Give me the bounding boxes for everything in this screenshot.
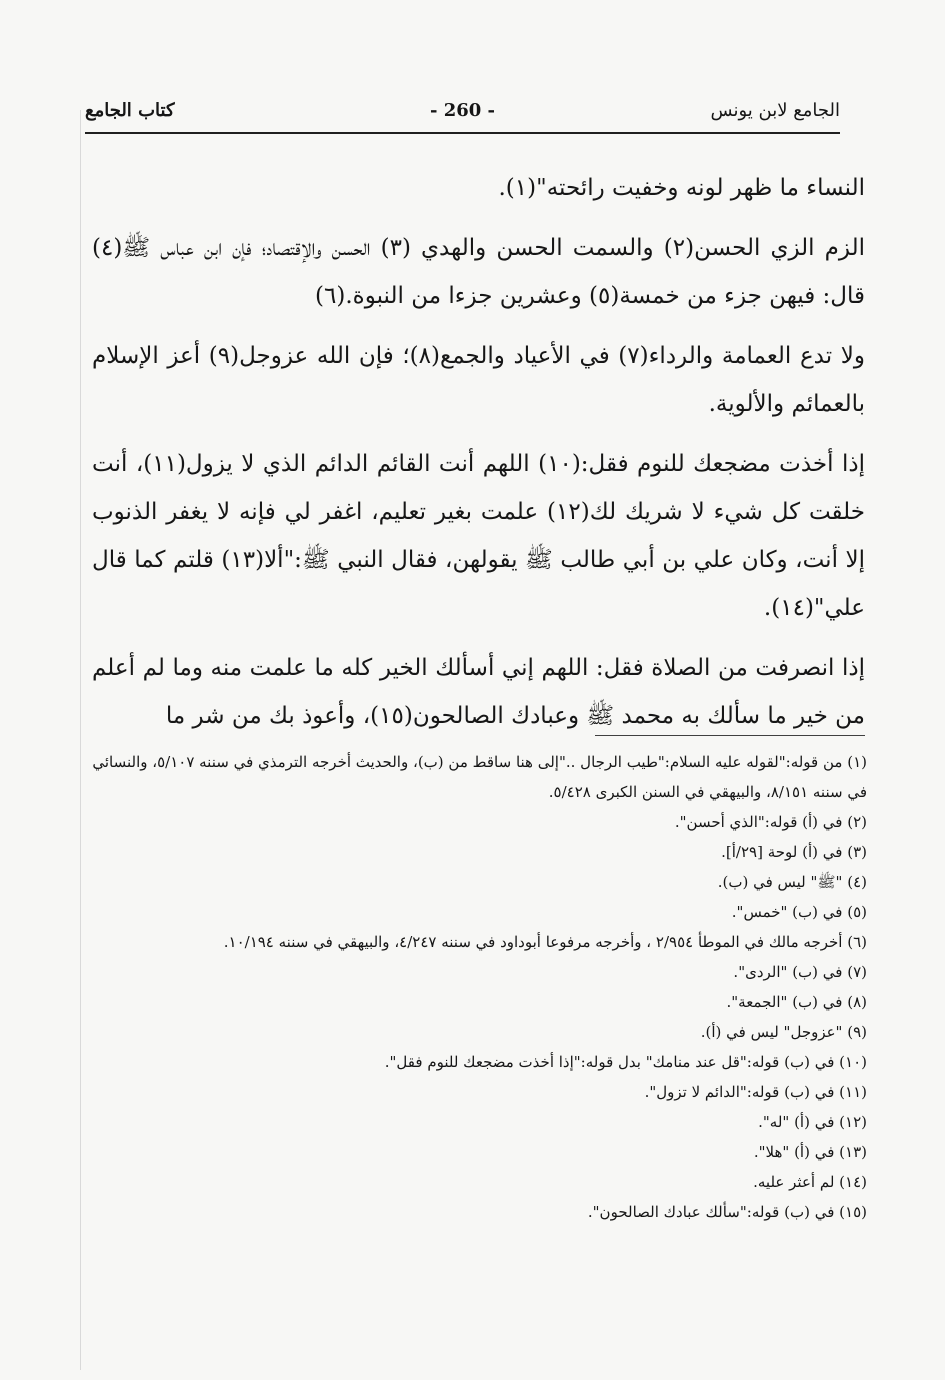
footnote: (٨) في (ب) "الجمعة". [726,993,867,1011]
footnote: (٦) أخرجه مالك في الموطأ ٢/٩٥٤ ، وأخرجه مرفوعا أبوداود في سننه ٤/٢٤٧، والبيهقي في سننه ١٠/١٩٤. [223,933,867,951]
footnote: (١٠) في (ب) قوله:"قل عند منامك" بدل قوله:"إذا أخذت مضجعك للنوم فقل". [384,1053,867,1071]
page-margin-line [80,110,81,1370]
header-divider [85,132,840,134]
paragraph: إذا أخذت مضجعك للنوم فقل:(١٠) اللهم أنت القائم الدائم الذي لا يزول(١١)، أنت خلقت كل شيء لا شريك لك(١٢) علمت بغير تعليم، اغفر لي فإنه لا يغفر الذنوب إلا أنت، وكان علي بن أبي طالب ﷺ يقولهن، فقال النبي ﷺ:"ألا(١٣) قلتم كما قال علي"(١٤). [92,451,866,621]
header-chapter-title: كتاب الجامع [85,100,175,121]
footnote: (١٥) في (ب) قوله:"سألك عبادك الصالحون". [587,1203,867,1221]
footnote: (١) من قوله:"لقوله عليه السلام:"طيب الرجال .."إلى هنا ساقط من (ب)، والحديث أخرجه الترمذي في سننه ٥/١٠٧، والنسائي في سننه ٨/١٥١، والبيهقي في السنن الكبرى ٥/٤٢٨. [92,753,867,801]
footnote: (٩) "عزوجل" ليس في (أ). [700,1023,867,1041]
footnote: (١٢) في (أ) "له". [758,1113,867,1131]
header-book-title: الجامع لابن يونس [710,100,840,121]
footnote-separator [595,735,865,736]
paragraph: ولا تدع العمامة والرداء(٧) في الأعياد والجمع(٨)؛ فإن الله عزوجل(٩) أعز الإسلام بالعمائم والألوية. [92,343,865,417]
footnote: (١١) في (ب) قوله:"الدائم لا تزول". [644,1083,867,1101]
footnotes [92,747,867,1227]
paragraph: النساء ما ظهر لونه وخفيت رائحته"(١). [498,175,865,201]
page-header [85,100,840,132]
paragraph: الزم الزي الحسن(٢) والسمت الحسن والهدي (٣) الحسن والإقتصاد؛ فإن ابن عباس ﷺ(٤) قال: فيهن جزء من خمسة(٥) وعشرين جزءا من النبوة.(٦) [92,235,865,309]
footnote: (٢) في (أ) قوله:"الذي أحسن". [674,813,867,831]
footnote: (٤) "ﷺ" ليس في (ب). [717,873,867,891]
footnote: (١٤) لم أعثر عليه. [753,1173,867,1191]
page-number: - 260 - [429,100,496,121]
footnote: (١٣) في (أ) "هلا". [753,1143,867,1161]
footnote: (٧) في (ب) "الردى". [733,963,867,981]
main-text [92,164,865,752]
paragraph: إذا انصرفت من الصلاة فقل: اللهم إني أسألك الخير كله ما علمت منه وما لم أعلم من خير ما سألك به محمد ﷺ وعبادك الصالحون(١٥)، وأعوذ بك من شر ما [92,655,865,729]
footnote: (٥) في (ب) "خمس". [731,903,867,921]
footnote: (٣) في (أ) لوحة [٢٩/أ]. [721,843,867,861]
